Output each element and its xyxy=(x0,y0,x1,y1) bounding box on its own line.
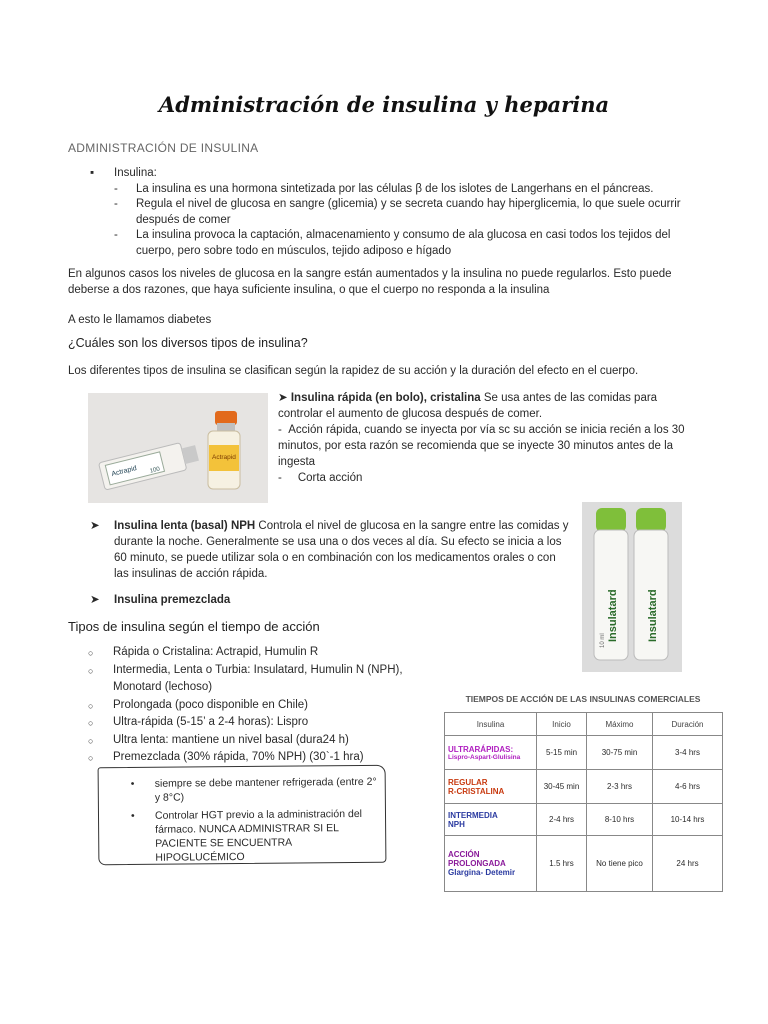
rapid-dash-item: - Acción rápida, cuando se inyecta por vía sc su acción se inicia recién a los 30 minutos, por esta razón se recomienda que se inyecte 30 minutos antes de la ingesta xyxy=(278,424,685,468)
table-row: INTERMEDIA NPH 2-4 hrs 8-10 hrs 10-14 hrs xyxy=(445,804,723,836)
list-item: ○ Intermedia, Lenta o Turbia: Insulatard, Humulin N (NPH), Monotard (lechoso) xyxy=(88,663,403,693)
rapid-insulin-item: ➤ Insulina rápida (en bolo), cristalina Se usa antes de las comidas para controlar el aumento de glucosa después de comer. xyxy=(278,392,658,420)
intro-dash-item: - Regula el nivel de glucosa en sangre (glicemia) y se secreta cuando hay hiperglicemia, lo que suele ocurrir después de comer xyxy=(114,198,681,226)
column-header: Insulina xyxy=(445,713,537,736)
insulin-name-cell: INTERMEDIA NPH xyxy=(445,804,537,836)
circle-bullet-icon: ○ xyxy=(88,735,94,746)
arrow-icon: ➤ xyxy=(90,520,100,532)
vial-strength-text: 100 xyxy=(149,466,161,475)
pen-volume-text: 10 ml xyxy=(600,633,606,648)
circle-bullet-icon: ○ xyxy=(88,700,94,711)
insulin-vials-photo xyxy=(88,393,268,503)
list-item: ○ Rápida o Cristalina: Actrapid, Humulin R xyxy=(88,644,448,662)
slow-insulin-title: Insulina lenta (basal) NPH xyxy=(114,520,256,532)
note-box xyxy=(98,765,387,866)
types-heading: Tipos de insulina según el tiempo de acción xyxy=(68,619,320,634)
paragraph-types: Los diferentes tipos de insulina se clasifican según la rapidez de su acción y la duración del efecto en el cuerpo. xyxy=(68,365,639,377)
list-item: ○ Ultra-rápida (5-15’ a 2-4 horas): Lispro xyxy=(88,714,448,732)
circle-bullet-icon: ○ xyxy=(88,665,94,676)
insulin-name-cell: ACCIÓN PROLONGADA Glargina- Detemir xyxy=(445,836,537,892)
intro-dash-item: - La insulina provoca la captación, almacenamiento y consumo de ala glucosa en casi todos los tejidos del cuerpo, pero sobre todo en músculos, tejido adiposo e hígado xyxy=(114,229,671,257)
rapid-insulin-block xyxy=(278,390,698,486)
insulatard-photo xyxy=(582,502,682,672)
vial2-label-text: Actrapid xyxy=(212,454,236,461)
column-header: Duración xyxy=(653,713,723,736)
insulatard-illustration xyxy=(582,502,682,672)
premixed-insulin-item: ➤ Insulina premezclada xyxy=(90,594,231,606)
list-item: ○ Ultra lenta: mantiene un nivel basal (dura24 h) xyxy=(88,732,448,750)
slow-insulin-item: ➤ Insulina lenta (basal) NPH Controla el nivel de glucosa en la sangre entre las comidas y durante la noche. Generalmente se usa una o dos veces al día. Su efecto se inicia a los 60 minuto, se puede utilizar sola o en combinación con los medicamentos orales o con las insulinas de acción rápida. xyxy=(90,520,569,580)
bullet-icon: • xyxy=(130,809,135,822)
table-row: ULTRARÁPIDAS: Lispro-Aspart-Glulisina 5-15 min 30-75 min 3-4 hrs xyxy=(445,736,723,770)
bullet-icon: ▪ xyxy=(90,167,95,179)
pen-label-text: Insulatard xyxy=(607,589,619,642)
table-header-row xyxy=(445,713,723,736)
page-title: Administración de insulina y heparina xyxy=(158,92,610,117)
table-row: REGULAR R-CRISTALINA 30-45 min 2-3 hrs 4-6 hrs xyxy=(445,770,723,804)
note-item: • siempre se debe mantener refrigerada (entre 2° y 8°C) xyxy=(130,775,377,804)
arrow-icon: ➤ xyxy=(90,594,100,606)
circle-bullet-icon: ○ xyxy=(88,648,94,658)
slow-insulin-block xyxy=(90,518,570,582)
intro-block xyxy=(90,166,700,259)
vials-illustration xyxy=(88,393,268,503)
section-heading: ADMINISTRACIÓN DE INSULINA xyxy=(68,141,259,155)
arrow-icon: ➤ xyxy=(278,392,288,404)
note-item: • Controlar HGT previo a la administración del fármaco. NUNCA ADMINISTRAR SI EL PACIENTE SE ENCUENTRA HIPOGLUCÉMICO xyxy=(130,807,363,864)
intro-dash-item: - La insulina es una hormona sintetizada por las células β de los islotes de Langerhans en el páncreas. xyxy=(114,182,654,195)
column-header: Máximo xyxy=(587,713,653,736)
intro-bullet: ▪ Insulina: xyxy=(90,166,700,182)
column-header: Inicio xyxy=(537,713,587,736)
table-title: TIEMPOS DE ACCIÓN DE LAS INSULINAS COMERCIALES xyxy=(465,694,701,704)
pen-label-text: Insulatard xyxy=(647,589,659,642)
list-item: ○ Premezclada (30% rápida, 70% NPH) (30`-1 hra) xyxy=(88,749,448,767)
insulin-name-cell: REGULAR R-CRISTALINA xyxy=(445,770,537,804)
table-row: ACCIÓN PROLONGADA Glargina- Detemir 1.5 hrs No tiene pico 24 hrs xyxy=(445,836,723,892)
list-item: ○ Prolongada (poco disponible en Chile) xyxy=(88,697,448,715)
insulin-name-cell: ULTRARÁPIDAS: Lispro-Aspart-Glulisina xyxy=(445,736,537,770)
rapid-dash-item: - Corta acción xyxy=(278,472,363,484)
insulin-types-list xyxy=(88,644,448,767)
question-heading: ¿Cuáles son los diversos tipos de insulina? xyxy=(68,336,308,350)
insulin-times-table xyxy=(444,712,723,892)
circle-bullet-icon: ○ xyxy=(88,753,94,763)
paragraph-diabetes-cause: En algunos casos los niveles de glucosa en la sangre están aumentados y la insulina no puede regularlos. Esto puede deberse a dos razones, que haya suficiente insulina, o que el cuerpo no responda a la insulina xyxy=(68,268,672,296)
rapid-insulin-title: Insulina rápida (en bolo), cristalina xyxy=(290,392,481,404)
bullet-icon: • xyxy=(130,777,135,790)
vial-label-text: Actrapid xyxy=(110,465,138,479)
circle-bullet-icon: ○ xyxy=(88,718,94,728)
paragraph-diabetes: A esto le llamamos diabetes xyxy=(68,314,212,326)
